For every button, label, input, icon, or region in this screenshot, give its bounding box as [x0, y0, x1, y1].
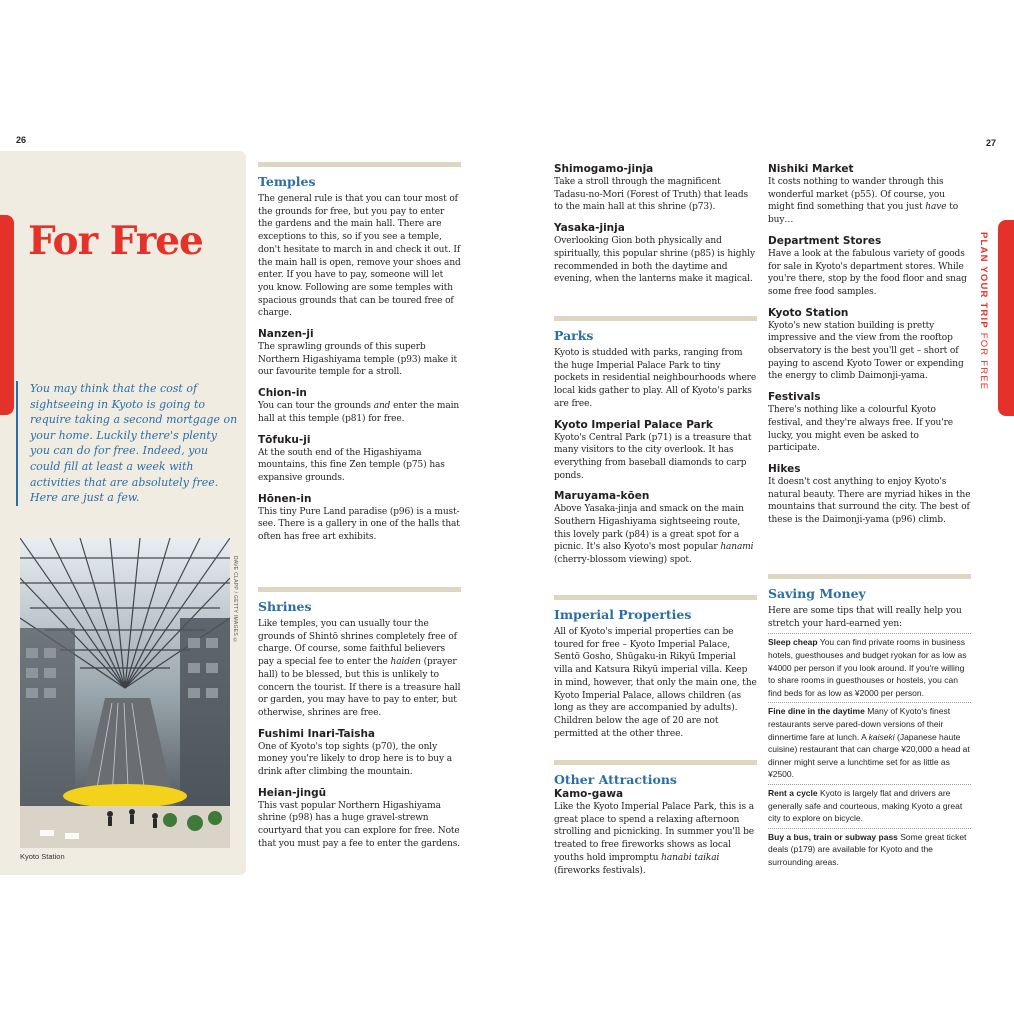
column-3 — [768, 163, 971, 535]
photo-caption: Kyoto Station — [20, 852, 65, 861]
section-heading-saving: Saving Money — [768, 586, 866, 601]
entry-heading-maruyama: Maruyama-kōen — [554, 490, 650, 503]
entry-heading-festivals: Festivals — [768, 391, 821, 404]
section-heading-parks: Parks — [554, 328, 594, 343]
chapter-side-label: PLAN YOUR TRIP FOR FREE — [978, 232, 989, 391]
saving-intro: Here are some tips that will really help you stretch your hard-earned yen: — [768, 606, 962, 629]
entry-text-festivals: There's nothing like a colourful Kyoto festival, and they're always free. If you're lucky, you might even be asked to participate. — [768, 405, 954, 454]
entry-heading-nanzenji: Nanzen-ji — [258, 328, 314, 341]
section-heading-imperial: Imperial Properties — [554, 607, 692, 622]
section-bar — [258, 587, 461, 592]
page-title: For Free — [28, 218, 203, 264]
entry-heading-kamogawa: Kamo-gawa — [554, 788, 624, 800]
entry-heading-honenin: Hōnen-in — [258, 492, 312, 505]
kyoto-station-photo — [20, 538, 230, 848]
saving-money-box — [768, 574, 971, 872]
entry-heading-hikes: Hikes — [768, 462, 801, 475]
column-1 — [258, 162, 461, 552]
column-2-other — [554, 760, 757, 885]
entry-text-nanzenji: The sprawling grounds of this superb Northern Higashiyama temple (p93) make it our favourite temple for a stroll. — [258, 342, 457, 378]
entry-text-maruyama: Above Yasaka-jinja and smack on the main Southern Higashiyama sightseeing route, this lovely park (p84) is a great spot for a picnic. It's also Kyoto's most popular hanami (cherry-blossom viewing) spot. — [554, 504, 754, 566]
entry-text-station: Kyoto's new station building is pretty impressive and the view from the rooftop observatory is the best you'll get – short of paying to ascend Kyoto Tower or expending the energy to climb Daimonji-yama. — [768, 320, 964, 382]
section-bar — [554, 595, 757, 600]
intro-text: You may think that the cost of sightseeing in Kyoto is going to require taking a second mortgage on your home. Luckily there's plenty you can do for free. Indeed, you could fill at least a week with activities that are absolutely free. Here are just a few. — [16, 381, 240, 506]
tip-fine-dine: Fine dine in the daytime Many of Kyoto's finest restaurants serve pared-down versions of their dinnertime fare at lunch. A kaiseki (Japanese haute cuisine) restaurant that can charge ¥20,000 a head at dinner might serve a lunchtime set for as little as ¥2500. — [768, 702, 971, 781]
entry-text-dept: Have a look at the fabulous variety of goods for sale in Kyoto's department stores. While you're there, stop by the food floor and snag some free food samples. — [768, 248, 967, 297]
section-bar — [554, 760, 757, 765]
entry-text-yasaka: Overlooking Gion both physically and spiritually, this popular shrine (p85) is highly recommended in both the daytime and evening, when the lanterns make it magical. — [554, 236, 755, 285]
section-heading-temples: Temples — [258, 174, 316, 189]
entry-text-shimogamo: Take a stroll through the magnificent Tadasu-no-Mori (Forest of Truth) that leads to the main hall at this shrine (p73). — [554, 177, 748, 213]
entry-text-palace-park: Kyoto's Central Park (p71) is a treasure that many visitors to the city overlook. It has everything from baseball diamonds to carp ponds. — [554, 432, 752, 481]
tip-transport-pass: Buy a bus, train or subway pass Some great ticket deals (p179) are available for Kyoto and the surrounding areas. — [768, 828, 971, 869]
parks-intro: Kyoto is studded with parks, ranging from the huge Imperial Palace Park to tiny pockets in residential neighbourhoods where local kids gather to play. All of Kyoto's parks are free. — [554, 348, 757, 409]
column-2 — [554, 163, 757, 294]
page-number-right: 27 — [986, 138, 997, 148]
photo-credit: DAVE CLAPP / GETTY IMAGES © — [232, 556, 238, 645]
section-bar — [554, 316, 757, 321]
shrines-intro: Like temples, you can usually tour the grounds of Shintō shrines completely free of charge. Of course, some faithful believers pay a special fee to enter the haiden (prayer hall) to be blessed, but this is unlikely to concern the tourist. If there is a treasure hall or garden, you may have to pay to enter, but otherwise, shrines are free. — [258, 619, 461, 718]
entry-heading-fushimi: Fushimi Inari-Taisha — [258, 727, 376, 740]
entry-heading-shimogamo: Shimogamo-jinja — [554, 163, 654, 175]
imperial-text: All of Kyoto's imperial properties can be toured for free – Kyoto Imperial Palace, Sentō Gosho, Shūgaku-in Rikyū Imperial villa and Katsura Rikyū imperial villa. Keep in mind, however, that only the main one, the Kyoto Imperial Palace, allows children (as long as they are accompanied by adults). Children below the age of 20 are not permitted at the other three. — [554, 627, 757, 739]
entry-heading-palace-park: Kyoto Imperial Palace Park — [554, 418, 713, 431]
tip-rent-cycle: Rent a cycle Kyoto is largely flat and drivers are generally safe and courteous, making Kyoto a great city to explore on bicycle. — [768, 784, 971, 825]
section-heading-other: Other Attractions — [554, 772, 677, 787]
entry-heading-tofukuji: Tōfuku-ji — [258, 433, 311, 446]
chapter-tab-left — [0, 215, 14, 415]
entry-heading-yasaka: Yasaka-jinja — [554, 222, 625, 235]
section-heading-shrines: Shrines — [258, 599, 312, 614]
entry-heading-nishiki: Nishiki Market — [768, 163, 854, 175]
column-1-shrines — [258, 587, 461, 859]
temples-intro: The general rule is that you can tour most of the grounds for free, but you pay to enter the gardens and the main hall. There are exceptions to this, so if you see a temple, don't hesitate to march in and check it out. If the main hall is open, remove your shoes and enter. If you have to pay, someone will let you know. Following are some temples with spacious grounds that can be toured free of charge. — [258, 194, 461, 319]
entry-text-tofukuji: At the south end of the Higashiyama mountains, this fine Zen temple (p75) has expansive grounds. — [258, 447, 445, 483]
entry-text-chionin: You can tour the grounds and enter the main hall at this temple (p81) for free. — [258, 401, 460, 424]
column-2-parks — [554, 316, 757, 575]
entry-heading-station: Kyoto Station — [768, 306, 849, 319]
entry-text-hikes: It doesn't cost anything to enjoy Kyoto's natural beauty. There are myriad hikes in the mountains that surround the city. The best of these is the Daimonji-yama (p96) climb. — [768, 476, 971, 526]
tip-sleep-cheap: Sleep cheap You can find private rooms in business hotels, guesthouses and budget ryokan for as low as ¥4000 per person if you look around. If you're willing to share rooms in guesthouses or hostels, you can find beds for as low as ¥2000 per person. — [768, 633, 971, 699]
entry-heading-heian: Heian-jingū — [258, 786, 327, 799]
entry-text-kamogawa: Like the Kyoto Imperial Palace Park, this is a great place to spend a relaxing afternoon strolling and picnicking. In summer you'll be treated to free fireworks shows as local youths hold impromptu hanabi taikai (fireworks festivals). — [554, 802, 754, 876]
entry-heading-dept: Department Stores — [768, 234, 882, 247]
entry-text-fushimi: One of Kyoto's top sights (p70), the only money you're likely to drop here is to buy a drink after climbing the mountain. — [258, 741, 452, 778]
entry-heading-chionin: Chion-in — [258, 387, 307, 400]
section-bar — [258, 162, 461, 167]
chapter-tab-right — [998, 220, 1014, 416]
page-number-left: 26 — [16, 135, 27, 145]
entry-text-nishiki: It costs nothing to wander through this wonderful market (p55). Of course, you might find something that you just have to buy… — [768, 177, 959, 226]
entry-text-heian: This vast popular Northern Higashiyama shrine (p98) has a huge gravel-strewn courtyard that you can explore for free. Note that you must pay a fee to enter the gardens. — [258, 800, 461, 849]
column-2-imperial — [554, 595, 757, 748]
section-bar — [768, 574, 971, 579]
entry-text-honenin: This tiny Pure Land paradise (p96) is a must-see. There is a gallery in one of the halls that often has free art exhibits. — [258, 506, 460, 543]
